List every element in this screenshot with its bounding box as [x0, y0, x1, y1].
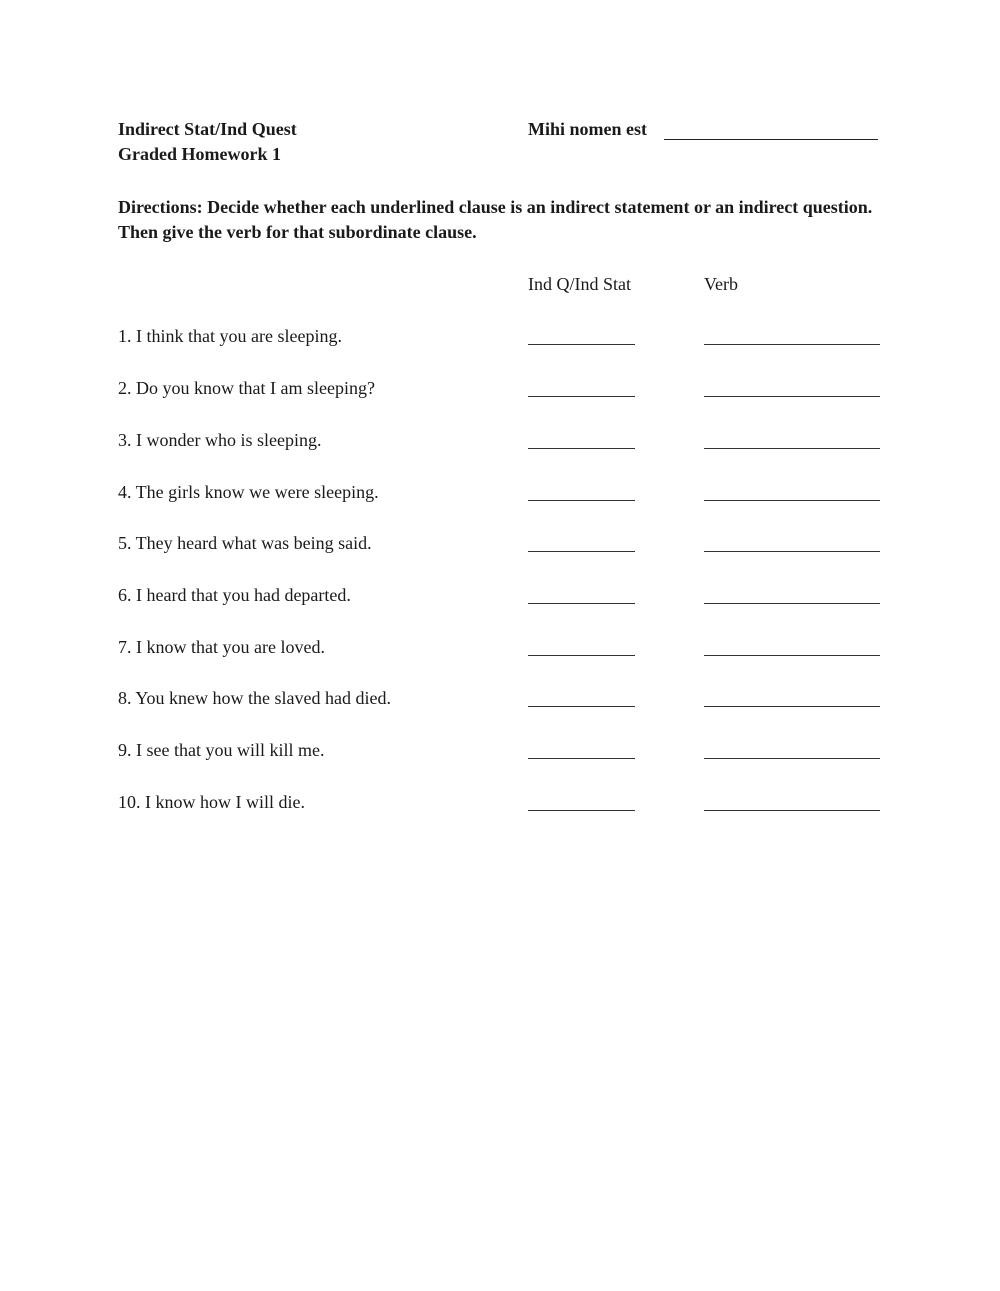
list-item — [118, 737, 908, 767]
type-answer-blank[interactable] — [528, 551, 635, 552]
list-item — [118, 530, 908, 560]
type-answer-blank[interactable] — [528, 655, 635, 656]
column-header-type: Ind Q/Ind Stat — [528, 274, 631, 294]
name-label: Mihi nomen est — [528, 119, 647, 139]
item-sentence: 8. You knew how the slaved had died. — [118, 688, 391, 708]
item-sentence: 3. I wonder who is sleeping. — [118, 430, 322, 450]
type-answer-blank[interactable] — [528, 448, 635, 449]
type-answer-blank[interactable] — [528, 344, 635, 345]
column-header-verb: Verb — [704, 274, 738, 294]
item-sentence: 1. I think that you are sleeping. — [118, 326, 342, 346]
verb-answer-blank[interactable] — [704, 500, 880, 501]
list-item — [118, 789, 908, 819]
verb-answer-blank[interactable] — [704, 706, 880, 707]
item-sentence: 4. The girls know we were sleeping. — [118, 482, 379, 502]
type-answer-blank[interactable] — [528, 758, 635, 759]
item-sentence: 10. I know how I will die. — [118, 792, 305, 812]
item-sentence: 9. I see that you will kill me. — [118, 740, 325, 760]
verb-answer-blank[interactable] — [704, 603, 880, 604]
verb-answer-blank[interactable] — [704, 655, 880, 656]
list-item — [118, 427, 908, 457]
verb-answer-blank[interactable] — [704, 344, 880, 345]
item-sentence: 6. I heard that you had departed. — [118, 585, 351, 605]
type-answer-blank[interactable] — [528, 603, 635, 604]
item-sentence: 2. Do you know that I am sleeping? — [118, 378, 375, 398]
type-answer-blank[interactable] — [528, 706, 635, 707]
directions-text: Directions: Decide whether each underlined clause is an indirect statement or an indirect question. Then give the verb for that subordinate clause. — [118, 197, 873, 242]
list-item — [118, 582, 908, 612]
list-item — [118, 634, 908, 664]
verb-answer-blank[interactable] — [704, 448, 880, 449]
verb-answer-blank[interactable] — [704, 551, 880, 552]
verb-answer-blank[interactable] — [704, 810, 880, 811]
item-sentence: 5. They heard what was being said. — [118, 533, 372, 553]
list-item — [118, 375, 908, 405]
item-sentence: 7. I know that you are loved. — [118, 637, 325, 657]
type-answer-blank[interactable] — [528, 396, 635, 397]
worksheet-title: Indirect Stat/Ind Quest — [118, 119, 297, 139]
list-item — [118, 479, 908, 509]
list-item — [118, 323, 908, 353]
type-answer-blank[interactable] — [528, 810, 635, 811]
type-answer-blank[interactable] — [528, 500, 635, 501]
worksheet-subtitle: Graded Homework 1 — [118, 144, 281, 164]
verb-answer-blank[interactable] — [704, 396, 880, 397]
list-item — [118, 685, 908, 715]
verb-answer-blank[interactable] — [704, 758, 880, 759]
name-field[interactable] — [664, 139, 878, 140]
